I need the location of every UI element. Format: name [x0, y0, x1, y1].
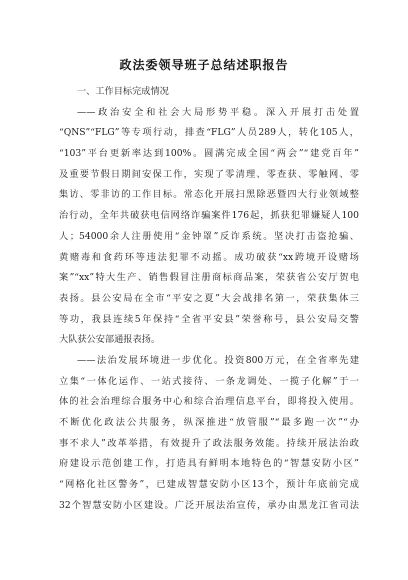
body-text-line: 集访、零非访的工作目标。常态化开展扫黑除恶暨四大行业领域整 — [59, 189, 359, 201]
body-text-line: “QNS”“FLG”等专项行动，排查“FLG”人员289人，转化105人， — [59, 127, 359, 139]
body-text-line: ——法治发展环境进一步优化。投资800万元，在全省率先建 — [77, 354, 359, 366]
body-text-line: 案”“xx”特大生产、销售假冒注册商标商品案，荣获省公安厅贺电 — [59, 272, 359, 284]
body-text-line: “103”平台更新率达到100%。圆满完成全国“两会”“建党百年” — [59, 148, 359, 160]
document-title: 政法委领导班子总结述职报告 — [119, 58, 289, 72]
body-text-line: 表扬。县公安局在全市“平安之夏”大会战排名第一，荣获集体三 — [59, 292, 359, 304]
section-heading: 一、工作目标完成情况 — [77, 86, 169, 97]
body-text-line: 事不求人”改革举措，有效提升了政法服务效能。持续开展法治政 — [59, 437, 359, 449]
body-text-line: “网格化社区警务”，已建成智慧安防小区13个，预计年底前完成 — [59, 479, 359, 491]
body-text-line: 人；54000余人注册使用“金钟罩”反诈系统。坚决打击盗抢骗、 — [59, 230, 359, 242]
body-text-line: 大队获公安部通报表扬。 — [59, 334, 161, 346]
body-text-line: 体的社会治理综合服务中心和综合治理信息平台，即将投入使用。 — [59, 396, 359, 408]
body-text-line: 及重要节假日期间安保工作，实现了零清理、零查获、零触网、零 — [59, 168, 359, 180]
body-text-line: 黄赌毒和食药环等违法犯罪不动摇。成功破获“xx跨境开设赌场 — [59, 251, 359, 263]
body-text-line: 不断优化政法公共服务，纵深推进“放管服”“最多跑一次”“办 — [59, 417, 359, 428]
body-text-line: 等功，我县连续5年保持“全省平安县”荣誉称号，县公安局交警 — [59, 313, 359, 325]
document-body — [59, 82, 359, 516]
body-text-line: 32个智慧安防小区建设。广泛开展法治宣传，承办由黑龙江省司法 — [59, 499, 359, 511]
body-text-line: 治行动，全年共破获电信网络诈骗案件176起，抓获犯罪嫌疑人100 — [59, 210, 359, 222]
body-text-line: 立集“一体化运作、一站式接待、一条龙调处、一揽子化解”于一 — [59, 375, 359, 387]
body-text-line: ——政治安全和社会大局形势平稳。深入开展打击处置 — [77, 106, 359, 118]
body-text-line: 府建设示范创建工作，打造具有鲜明本地特色的“智慧安防小区” — [59, 458, 359, 470]
